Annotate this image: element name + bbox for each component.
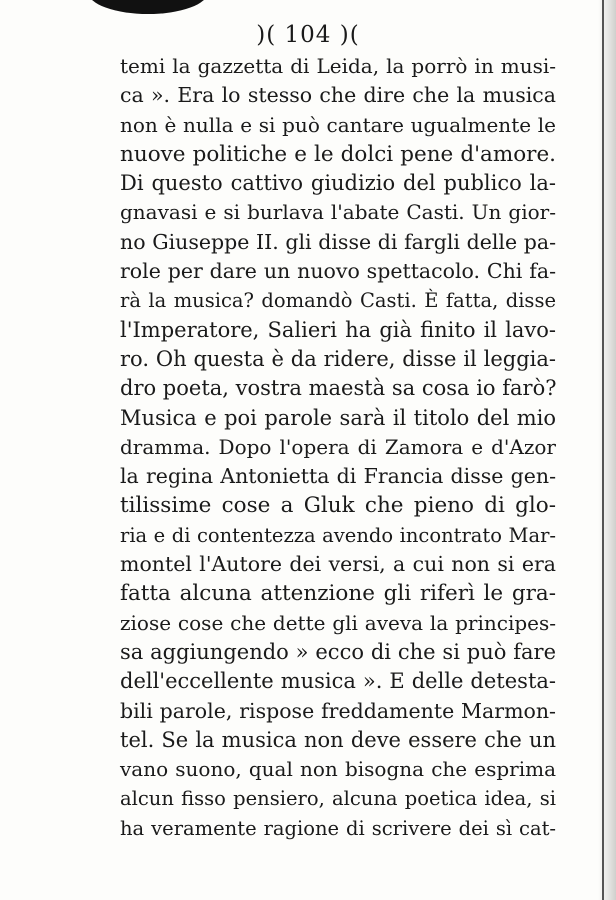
- text-line: temi la gazzetta di Leida, la porrò in musi-: [120, 54, 556, 78]
- text-line: dramma. Dopo l'opera di Zamora e d'Azor: [120, 434, 556, 459]
- page-edge-line: [602, 0, 604, 900]
- text-line: sa aggiungendo » ecco di che si può fare: [120, 639, 556, 664]
- page-edge-shadow: [598, 0, 616, 900]
- text-line: rà la musica? domandò Casti. È fatta, disse: [120, 289, 556, 313]
- text-line: ca ». Era lo stesso che dire che la musica: [120, 83, 556, 108]
- text-line: gnavasi e si burlava l'abate Casti. Un gior-: [120, 200, 556, 225]
- text-line: alcun fisso pensiero, alcuna poetica idea, si: [120, 787, 556, 811]
- text-line: tel. Se la musica non deve essere che un: [120, 727, 556, 752]
- text-line: vano suono, qual non bisogna che esprima: [120, 757, 556, 782]
- text-line: ziose cose che dette gli aveva la principes-: [120, 610, 556, 635]
- text-line: montel l'Autore dei versi, a cui non si era: [120, 552, 556, 577]
- text-line: tilissime cose a Gluk che pieno di glo-: [120, 493, 556, 519]
- ink-blot: [88, 0, 208, 14]
- text-line: dro poeta, vostra maestà sa cosa io farò?: [120, 376, 557, 401]
- text-line: ha veramente ragione di scrivere dei sì cat-: [120, 816, 556, 840]
- text-line: non è nulla e si può cantare ugualmente le: [120, 112, 556, 137]
- text-line: Musica e poi parole sarà il titolo del mio: [120, 405, 556, 430]
- text-line: bili parole, rispose freddamente Marmon-: [120, 698, 556, 723]
- text-line: l'Imperatore, Salieri ha già finito il lavo-: [120, 317, 556, 342]
- text-line: role per dare un nuovo spettacolo. Chi fa-: [120, 259, 556, 284]
- text-line: dell'eccellente musica ». E delle detesta-: [120, 669, 556, 694]
- text-line: Di questo cattivo giudizio del publico la-: [120, 171, 556, 196]
- text-line: ria e di contentezza avendo incontrato Mar-: [120, 523, 556, 547]
- text-line: nuove politiche e le dolci pene d'amore.: [120, 141, 556, 167]
- text-line: fatta alcuna attenzione gli riferì le gra-: [120, 581, 556, 607]
- body-text: [120, 52, 556, 843]
- page-number-header: )( 104 )(: [256, 22, 360, 48]
- text-line: ro. Oh questa è da ridere, disse il leggia-: [120, 346, 556, 371]
- text-line: no Giuseppe II. gli disse di fargli delle pa-: [120, 229, 556, 254]
- text-line: la regina Antonietta di Francia disse gen-: [120, 464, 556, 489]
